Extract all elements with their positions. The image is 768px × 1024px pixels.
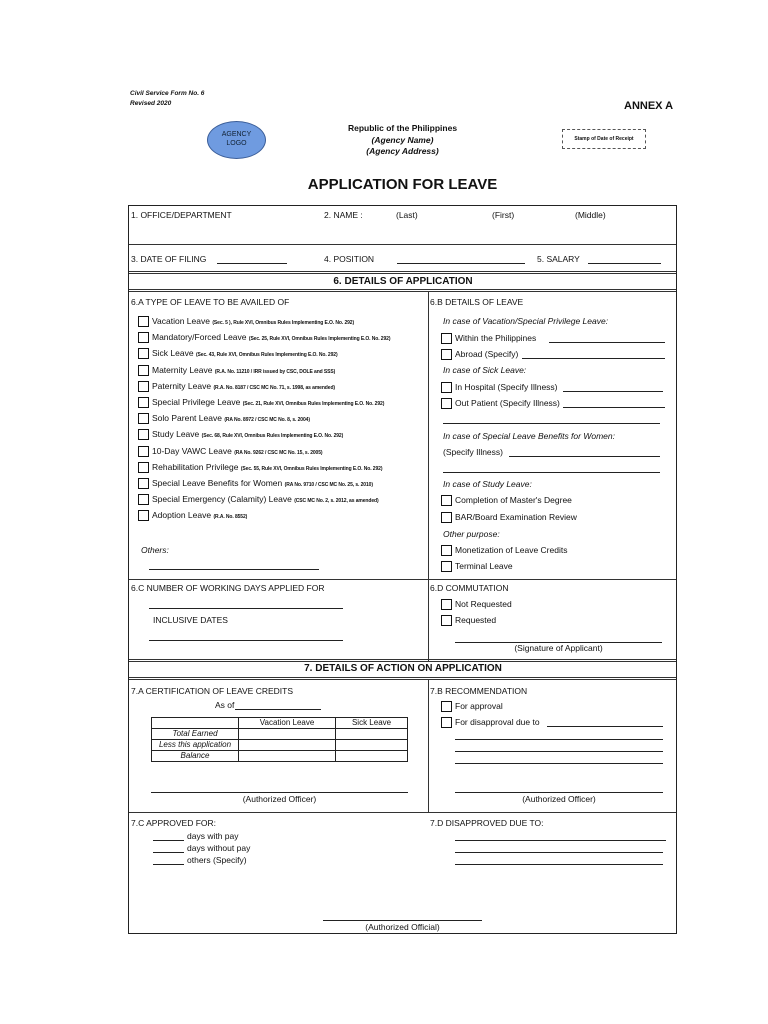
leave-type-label: Special Emergency (Calamity) Leave (152, 494, 292, 505)
leave-type-label: Rehabilitation Privilege (152, 461, 239, 472)
section-divider (129, 289, 676, 290)
disapproval-reason-line-7d[interactable] (455, 840, 666, 841)
section-7d-title: 7.D DISAPPROVED DUE TO: (430, 818, 544, 828)
table-header-row (152, 718, 408, 729)
others-field[interactable] (149, 569, 319, 570)
leave-type-checkbox[interactable] (138, 381, 149, 392)
leave-type-checkbox[interactable] (138, 494, 149, 505)
others-specify-label: others (Specify) (187, 855, 247, 865)
logo-line2: LOGO (226, 140, 247, 147)
section-6d-title: 6.D COMMUTATION (430, 583, 509, 593)
women-illness-field[interactable] (509, 456, 660, 457)
leave-type-item (152, 494, 379, 504)
within-philippines-field[interactable] (549, 342, 665, 343)
section-7a-title: 7.A CERTIFICATION OF LEAVE CREDITS (131, 686, 294, 696)
days-with-pay-label: days with pay (187, 831, 239, 841)
vacation-heading: In case of Vacation/Special Privilege Leave: (443, 316, 609, 326)
other-purpose-heading: Other purpose: (443, 529, 500, 539)
section7-title: 7. DETAILS OF ACTION ON APPLICATION (304, 663, 502, 674)
less-application-label: Less this application (152, 740, 239, 751)
masters-checkbox[interactable] (441, 495, 452, 506)
officer-signature-field-7b[interactable] (455, 792, 663, 793)
leave-type-item (152, 365, 335, 375)
leave-type-item (152, 348, 338, 358)
office-label: 1. OFFICE/DEPARTMENT (131, 210, 232, 220)
section-6c-title: 6.C NUMBER OF WORKING DAYS APPLIED FOR (131, 583, 325, 593)
study-heading: In case of Study Leave: (443, 479, 532, 489)
leave-type-item (152, 397, 384, 407)
total-earned-sick-cell[interactable] (336, 729, 408, 740)
sick-extra-field[interactable] (443, 423, 660, 424)
authorized-officer-label-7b: (Authorized Officer) (522, 794, 596, 804)
out-patient-checkbox[interactable] (441, 398, 452, 409)
leave-type-reference: (RA No. 9262 / CSC MC No. 15, s. 2005) (234, 449, 323, 456)
disapproval-reason-line[interactable] (455, 739, 663, 740)
working-days-field[interactable] (149, 608, 343, 609)
sick-heading: In case of Sick Leave: (443, 365, 527, 375)
authorized-officer-label-7a: (Authorized Officer) (242, 794, 317, 804)
leave-type-checkbox[interactable] (138, 365, 149, 376)
row-divider (129, 812, 676, 813)
officer-signature-field-7a[interactable] (151, 792, 408, 793)
days-without-pay-field[interactable] (153, 852, 184, 853)
leave-type-label: Paternity Leave (152, 380, 212, 391)
as-of-label: As of (215, 700, 235, 710)
section-divider (129, 661, 676, 662)
table-row (152, 740, 408, 751)
leave-type-checkbox[interactable] (138, 478, 149, 489)
leave-type-label: Adoption Leave (152, 510, 212, 521)
row-divider (129, 579, 676, 580)
leave-type-item (152, 332, 390, 342)
leave-type-reference: (Sec. 5 ), Rule XVI, Omnibus Rules Implementing E.O. No. 292) (212, 320, 355, 326)
leave-type-checkbox[interactable] (138, 413, 149, 424)
leave-type-label: Solo Parent Leave (152, 413, 222, 424)
leave-type-label: Study Leave (152, 429, 200, 440)
section-7c-title: 7.C APPROVED FOR: (131, 818, 217, 828)
masters-label: Completion of Master's Degree (455, 495, 572, 505)
disapproval-reason-line[interactable] (455, 763, 663, 764)
leave-type-item (152, 429, 343, 439)
leave-type-item (152, 381, 335, 391)
leave-type-item (152, 316, 354, 326)
section-divider (129, 273, 676, 274)
leave-type-checkbox[interactable] (138, 332, 149, 343)
out-patient-label: Out Patient (Specify Illness) (455, 398, 560, 408)
receipt-stamp-box (562, 129, 646, 149)
leave-type-reference: (R.A. No. 8552) (213, 514, 248, 521)
others-specify-field[interactable] (153, 864, 184, 865)
within-philippines-label: Within the Philippines (455, 333, 537, 343)
leave-type-reference: (Sec. 68, Rule XVI, Omnibus Rules Implementing E.O. No. 292) (201, 433, 344, 440)
leave-type-reference: (Sec. 43, Rule XVI, Omnibus Rules Implementing E.O. No. 292) (195, 352, 338, 359)
agency-address: (Agency Address) (366, 146, 439, 156)
leave-type-reference: (CSC MC No. 2, s. 2012, as amended) (294, 498, 379, 505)
leave-type-item (152, 478, 373, 488)
balance-label: Balance (152, 751, 239, 762)
for-approval-checkbox[interactable] (441, 701, 452, 712)
agency-logo (207, 121, 266, 159)
position-label: 4. POSITION (324, 254, 375, 264)
section6-title: 6. DETAILS OF APPLICATION (333, 276, 473, 287)
monetization-checkbox[interactable] (441, 545, 452, 556)
middle-name-label: (Middle) (575, 210, 606, 220)
salary-field[interactable] (588, 263, 661, 264)
total-earned-vacation-cell[interactable] (239, 729, 336, 740)
date-filing-label: 3. DATE OF FILING (131, 254, 207, 264)
date-filing-field[interactable] (217, 263, 287, 264)
leave-type-checkbox[interactable] (138, 462, 149, 473)
column-divider (428, 680, 429, 812)
less-application-sick-cell[interactable] (336, 740, 408, 751)
leave-type-reference: (Sec. 55, Rule XVI, Omnibus Rules Implementing E.O. No. 292) (240, 465, 383, 472)
leave-type-checkbox[interactable] (138, 429, 149, 440)
official-signature-field[interactable] (323, 920, 482, 921)
section-divider (129, 677, 676, 678)
vacation-column-header: Vacation Leave (239, 718, 336, 729)
stamp-label: Stamp of Date of Receipt (574, 136, 634, 142)
leave-type-item (152, 462, 382, 472)
disapproval-reason-line-7d[interactable] (455, 852, 663, 853)
first-name-label: (First) (492, 210, 515, 220)
leave-type-checkbox[interactable] (138, 397, 149, 408)
leave-type-item (152, 446, 323, 456)
table-corner-cell (152, 718, 239, 729)
bar-review-checkbox[interactable] (441, 512, 452, 523)
for-disapproval-label: For disapproval due to (455, 717, 540, 727)
applicant-signature-label: (Signature of Applicant) (514, 643, 603, 653)
last-name-label: (Last) (396, 210, 418, 220)
leave-type-label: Mandatory/Forced Leave (152, 332, 247, 343)
form-frame (128, 205, 677, 934)
row-divider (129, 244, 676, 245)
not-requested-label: Not Requested (455, 599, 512, 609)
as-of-field[interactable] (235, 709, 321, 710)
section-6a-title: 6.A TYPE OF LEAVE TO BE AVAILED OF (131, 297, 290, 307)
position-field[interactable] (397, 263, 525, 264)
out-patient-field[interactable] (563, 407, 665, 408)
balance-vacation-cell[interactable] (239, 751, 336, 762)
requested-label: Requested (455, 615, 497, 625)
disapproval-reason-line-7d[interactable] (455, 864, 663, 865)
name-label: 2. NAME : (324, 210, 363, 220)
leave-type-reference: (R.A. No. 8187 / CSC MC No. 71, s. 1998, as amended) (213, 384, 335, 391)
agency-name: (Agency Name) (371, 135, 434, 145)
monetization-label: Monetization of Leave Credits (455, 545, 568, 555)
women-extra-field[interactable] (443, 472, 660, 473)
logo-line1: AGENCY (221, 131, 252, 138)
leave-type-reference: (RA No. 9710 / CSC MC No. 25, s. 2010) (284, 482, 373, 488)
leave-type-label: Special Leave Benefits for Women (152, 478, 283, 488)
requested-checkbox[interactable] (441, 615, 452, 626)
leave-type-checkbox[interactable] (138, 446, 149, 457)
not-requested-checkbox[interactable] (441, 599, 452, 610)
days-with-pay-field[interactable] (153, 840, 184, 841)
table-row (152, 751, 408, 762)
days-without-pay-label: days without pay (187, 843, 251, 853)
less-application-vacation-cell[interactable] (239, 740, 336, 751)
in-hospital-label: In Hospital (Specify Illness) (455, 382, 558, 392)
column-divider (428, 292, 429, 661)
women-heading: In case of Special Leave Benefits for Women: (443, 431, 615, 441)
salary-label: 5. SALARY (537, 254, 580, 264)
terminal-leave-checkbox[interactable] (441, 561, 452, 572)
total-earned-label: Total Earned (152, 729, 239, 740)
authorized-official-label: (Authorized Official) (365, 922, 440, 932)
republic-text: Republic of the Philippines (347, 123, 458, 133)
leave-type-checkbox[interactable] (138, 348, 149, 359)
disapproval-reason-field[interactable] (547, 726, 663, 727)
sick-column-header: Sick Leave (336, 718, 408, 729)
leave-type-label: Sick Leave (152, 348, 194, 359)
abroad-checkbox[interactable] (441, 349, 452, 360)
form-revision: Revised 2020 (130, 100, 172, 107)
disapproval-reason-line[interactable] (455, 751, 663, 752)
annex-label: ANNEX A (624, 100, 674, 112)
leave-type-checkbox[interactable] (138, 510, 149, 521)
leave-type-label: Maternity Leave (152, 364, 213, 375)
section-7b-title: 7.B RECOMMENDATION (430, 686, 528, 696)
for-approval-label: For approval (455, 701, 503, 711)
others-label: Others: (141, 545, 169, 555)
leave-type-label: 10-Day VAWC Leave (152, 445, 232, 456)
leave-type-reference: (R.A. No. 11210 / IRR issued by CSC, DOLE and SSS) (214, 368, 336, 375)
form-title: APPLICATION FOR LEAVE (307, 176, 498, 193)
leave-credits-table (151, 717, 408, 762)
in-hospital-field[interactable] (563, 391, 663, 392)
section-divider (129, 271, 676, 272)
leave-type-item (152, 510, 247, 520)
section-divider (129, 291, 676, 292)
leave-type-reference: (RA No. 8972 / CSC MC No. 8, s. 2004) (224, 417, 310, 424)
inclusive-dates-label: INCLUSIVE DATES (153, 615, 228, 625)
leave-type-label: Special Privilege Leave (152, 397, 241, 407)
form-number: Civil Service Form No. 6 (130, 90, 205, 97)
abroad-field[interactable] (522, 358, 665, 359)
section-6b-title: 6.B DETAILS OF LEAVE (430, 297, 524, 307)
section-divider (129, 659, 676, 660)
for-disapproval-checkbox[interactable] (441, 717, 452, 728)
within-philippines-checkbox[interactable] (441, 333, 452, 344)
section-divider (129, 679, 676, 680)
balance-sick-cell[interactable] (336, 751, 408, 762)
leave-type-checkbox[interactable] (138, 316, 149, 327)
terminal-leave-label: Terminal Leave (455, 561, 513, 571)
leave-type-reference: (Sec. 25, Rule XVI, Omnibus Rules Implementing E.O. No. 292) (248, 336, 391, 343)
table-row (152, 729, 408, 740)
in-hospital-checkbox[interactable] (441, 382, 452, 393)
inclusive-dates-field[interactable] (149, 640, 343, 641)
leave-type-label: Vacation Leave (152, 316, 210, 326)
leave-type-reference: (Sec. 21, Rule XVI, Omnibus Rules Implementing E.O. No. 292) (242, 401, 385, 407)
women-illness-label: (Specify Illness) (443, 447, 503, 457)
abroad-label: Abroad (Specify) (455, 349, 519, 359)
leave-type-item (152, 413, 310, 423)
bar-review-label: BAR/Board Examination Review (455, 512, 577, 522)
